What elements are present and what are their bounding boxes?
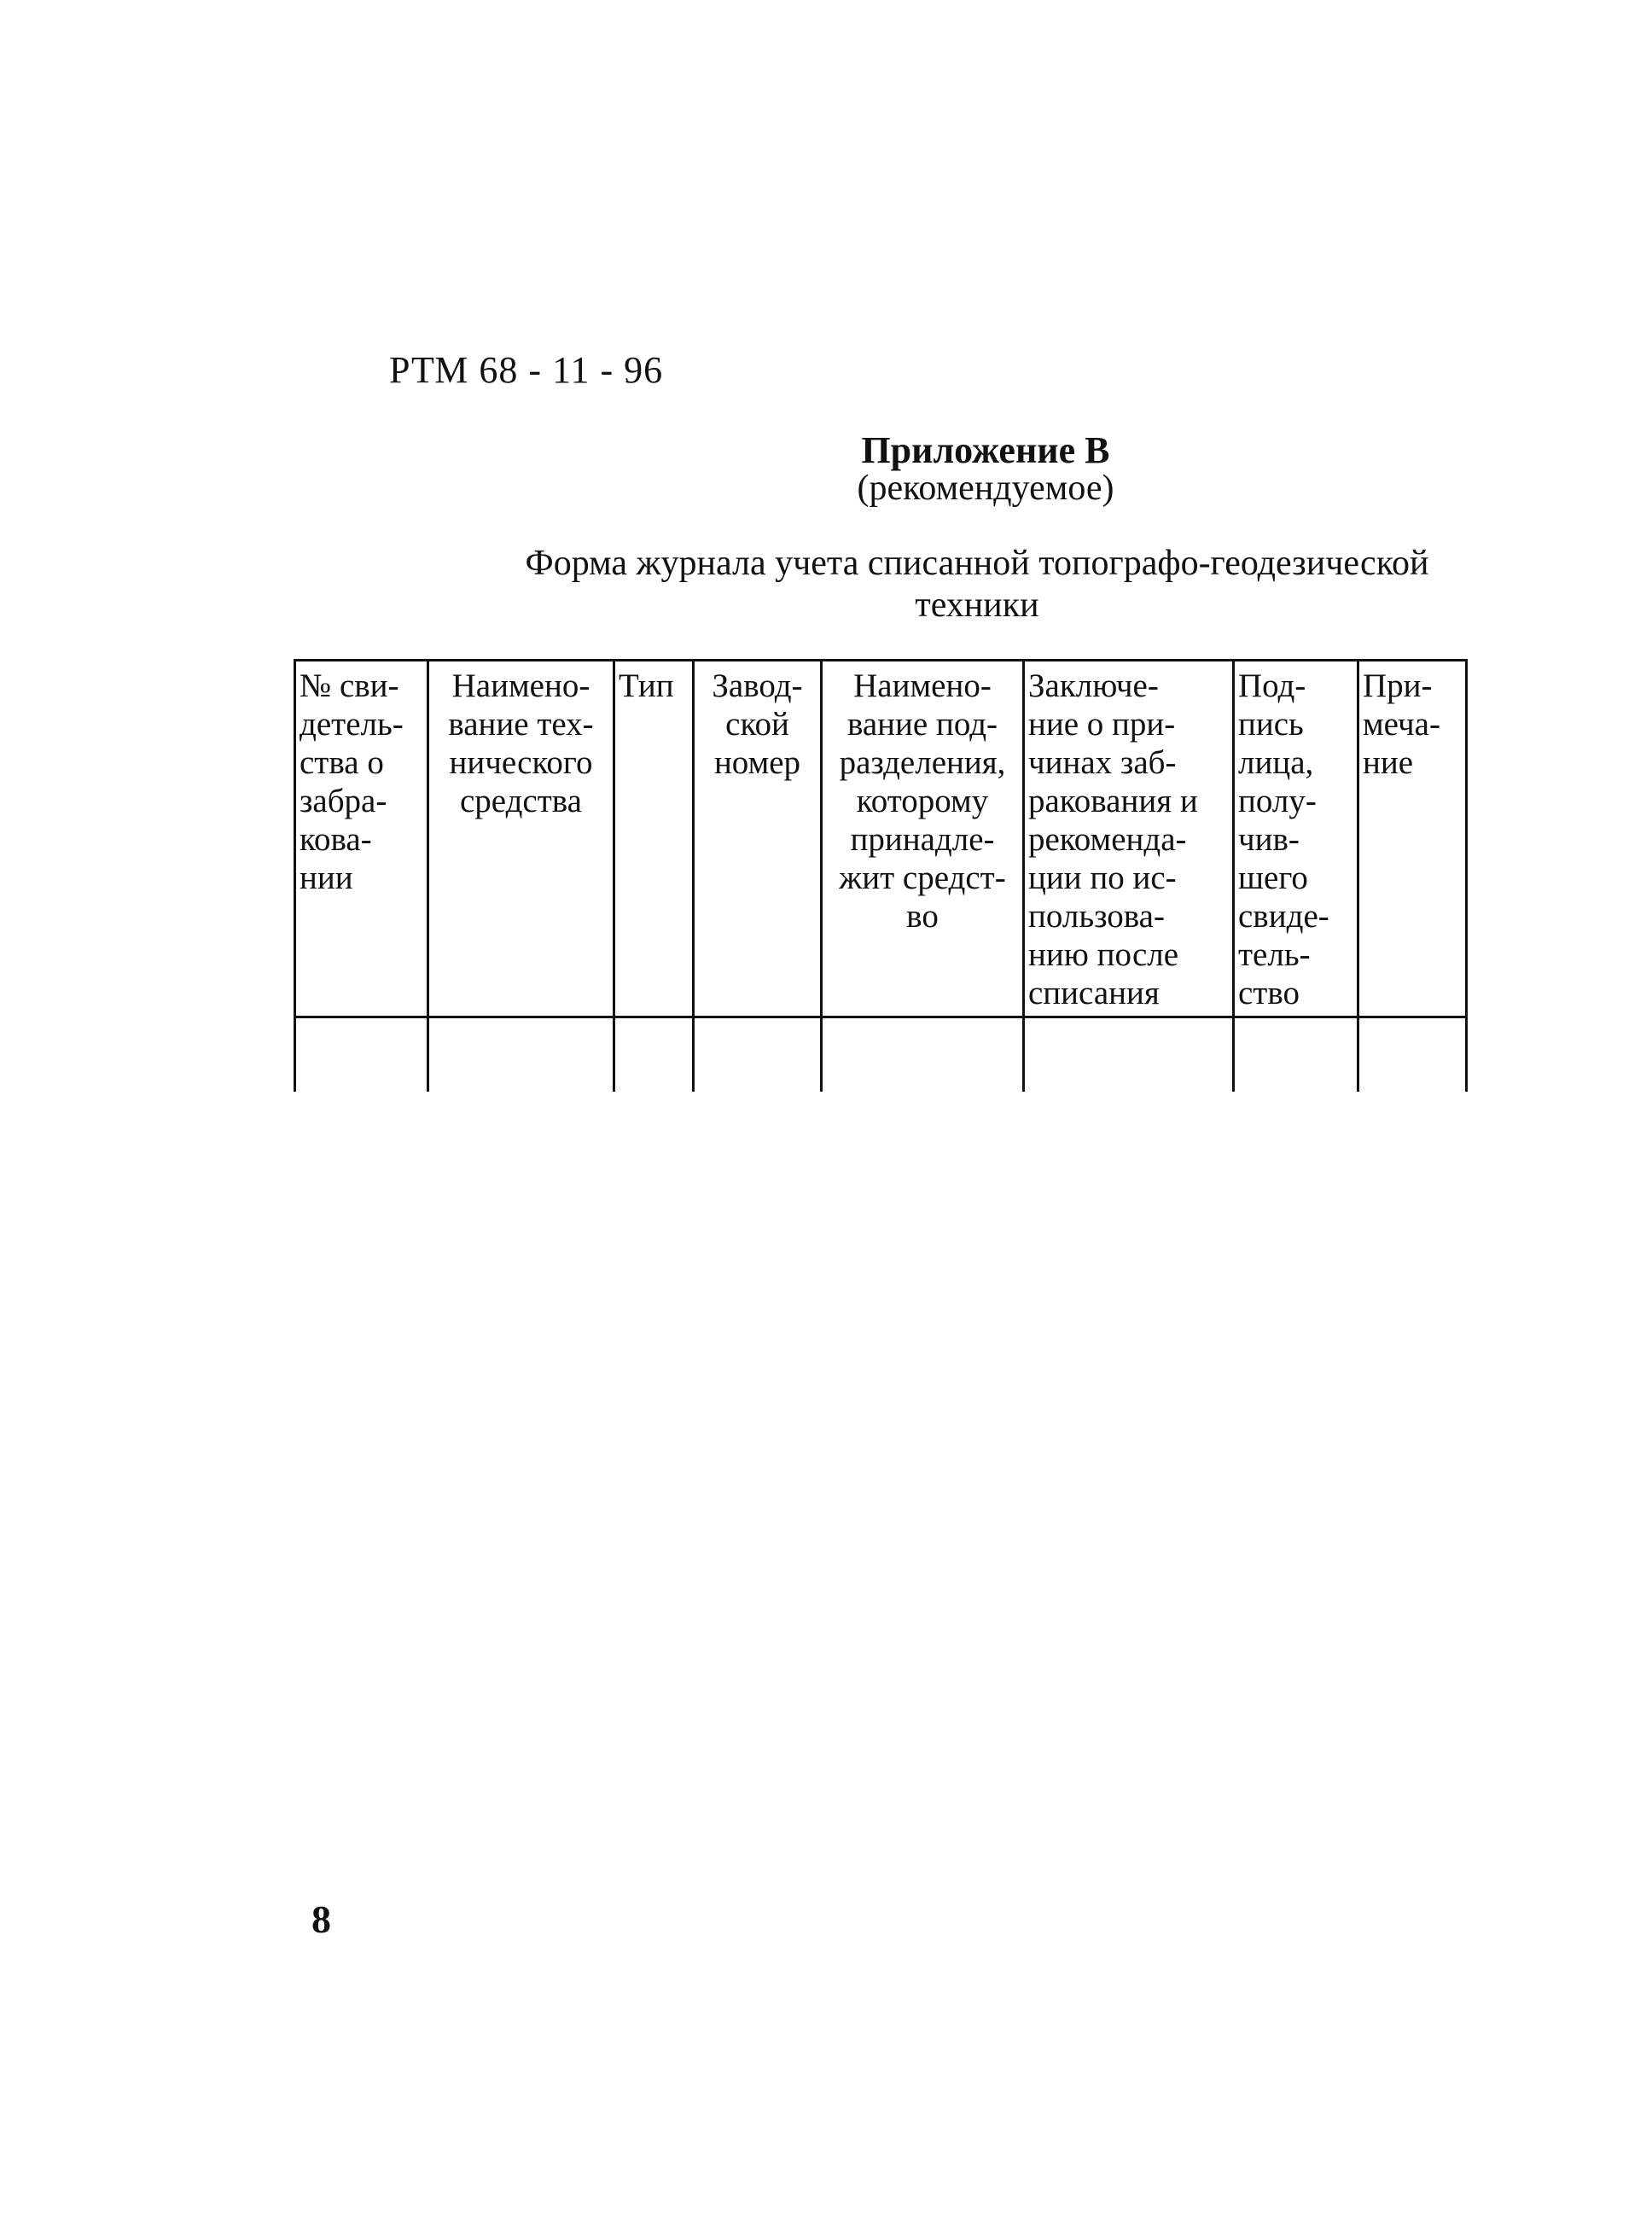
form-title-line-2: техники xyxy=(915,586,1039,625)
table-header-row xyxy=(295,661,1467,1017)
column-header-certificate-number xyxy=(295,661,428,1017)
table-cell xyxy=(614,1017,694,1093)
journal-table xyxy=(294,659,1468,1092)
column-header-label: Наимено- вание под- разделения, которому принадле- жит средст- во xyxy=(839,667,1006,935)
table-cell xyxy=(694,1017,822,1093)
table-cell xyxy=(1358,1017,1467,1093)
column-header-department-name xyxy=(822,661,1024,1017)
column-header-label: Заключе- ние о при- чинах заб- ракования и рекоменда- ции по ис- пользова- нию после списания xyxy=(1028,667,1198,1011)
appendix-subtitle: (рекомендуемое) xyxy=(857,469,1114,508)
column-header-label: При- меча- ние xyxy=(1363,667,1440,781)
form-title-line-1: Форма журнала учета списанной топографо-геодезической xyxy=(525,544,1429,583)
column-header-label: Под- пись лица, полу- чив- шего свиде- тель- ство xyxy=(1238,667,1329,1011)
form-title xyxy=(410,543,1544,626)
column-header-label: Наимено- вание тех- нического средства xyxy=(448,667,594,819)
table-cell xyxy=(1024,1017,1234,1093)
column-header-type xyxy=(614,661,694,1017)
column-header-rejection-conclusion xyxy=(1024,661,1234,1017)
table-cell xyxy=(1234,1017,1358,1093)
table-row xyxy=(295,1017,1467,1093)
column-header-label: № сви- детель- ства о забра- кова- нии xyxy=(300,667,404,896)
table-cell xyxy=(295,1017,428,1093)
document-code: РТМ 68 - 11 - 96 xyxy=(389,349,664,391)
appendix-title: Приложение В xyxy=(861,429,1110,471)
column-header-equipment-name xyxy=(428,661,614,1017)
column-header-label: Тип xyxy=(619,667,674,704)
column-header-label: Завод- ской номер xyxy=(712,667,803,781)
column-header-serial-number xyxy=(694,661,822,1017)
column-header-note xyxy=(1358,661,1467,1017)
table-cell xyxy=(428,1017,614,1093)
page-number: 8 xyxy=(311,1897,331,1941)
column-header-recipient-signature xyxy=(1234,661,1358,1017)
table-cell xyxy=(822,1017,1024,1093)
